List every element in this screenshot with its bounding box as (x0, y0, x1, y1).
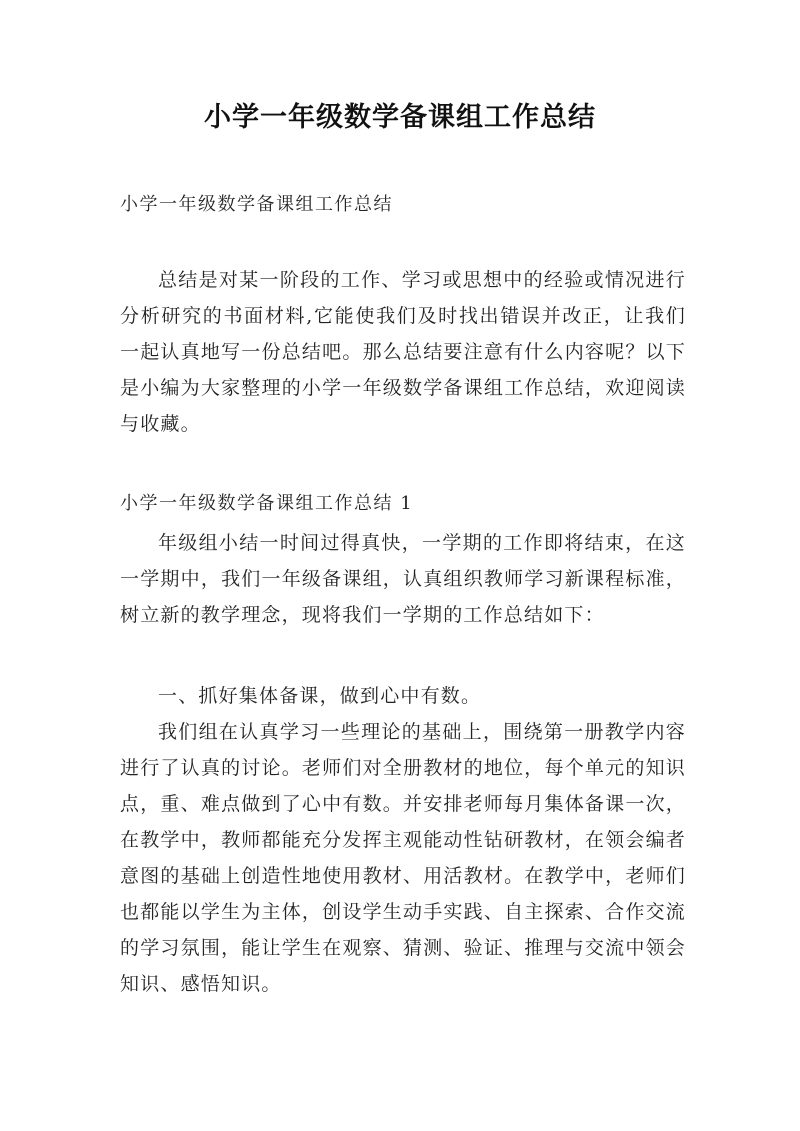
document-title: 小学一年级数学备课组工作总结 (204, 102, 596, 133)
body-paragraph-heading: 一、抓好集体备课，做到心中有数。 (158, 685, 482, 707)
body-paragraph: 我们组在认真学习一些理论的基础上，围绕第一册教学内容进行了认真的讨论。老师们对全册教材的地位，每个单元的知识点，重、难点做到了心中有数。并安排老师每月集体备课一次，在教学中，教师都能充分发挥主观能动性钻研教材，在领会编者意图的基础上创造性地使用教材、用活教材。在教学中，老师们也都能以学生为主体，创设学生动手实践、自主探索、合作交流的学习氛围，能让学生在观察、猜测、验证、推理与交流中领会知识、感悟知识。 (120, 721, 686, 995)
body-paragraph: 年级组小结一时间过得真快，一学期的工作即将结束，在这一学期中，我们一年级备课组，认真组织教师学习新课程标准，树立新的教学理念，现将我们一学期的工作总结如下： (120, 532, 686, 626)
intro-paragraph: 总结是对某一阶段的工作、学习或思想中的经验或情况进行分析研究的书面材料,它能使我们及时找出错误并改正，让我们一起认真地写一份总结吧。那么总结要注意有什么内容呢？以下是小编为大家整理的小学一年级数学备课组工作总结，欢迎阅读与收藏。 (120, 269, 686, 435)
section-heading: 小学一年级数学备课组工作总结 1 (120, 493, 414, 514)
document-subtitle: 小学一年级数学备课组工作总结 (120, 194, 393, 215)
